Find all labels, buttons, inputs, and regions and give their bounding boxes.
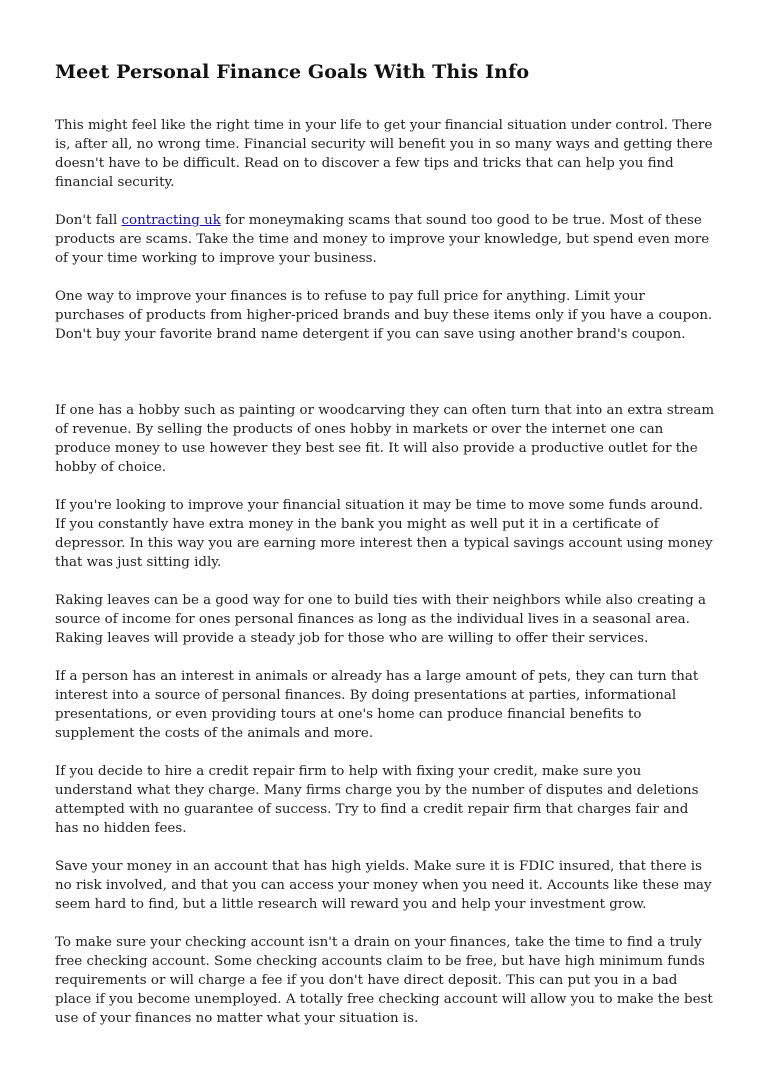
document-page (55, 58, 715, 1047)
paragraph-scams-before-link: Don't fall (55, 213, 122, 228)
paragraph-scams-after-link: for moneymaking scams that sound too good to be true. Most of these products are scams. Take the time and money to improve your knowledge, but spend even more of your time working to improve your business. (55, 213, 710, 266)
paragraph-animals: If a person has an interest in animals or already has a large amount of pets, they can turn that interest into a source of personal finances. By doing presentations at parties, informational presentations, or even providing tours at one's home can produce financial benefits to supplement the costs of the animals and more. (55, 669, 699, 741)
paragraph-hobby: If one has a hobby such as painting or woodcarving they can often turn that into an extra stream of revenue. By selling the products of ones hobby in markets or over the internet one can produce money to use however they best see fit. It will also provide a productive outlet for the hobby of choice. (55, 403, 715, 475)
paragraph-intro: This might feel like the right time in your life to get your financial situation under control. There is, after all, no wrong time. Financial security will benefit you in so many ways and getting there doesn't have to be difficult. Read on to discover a few tips and tricks that can help you find financial security. (55, 118, 713, 190)
paragraph-raking-leaves: Raking leaves can be a good way for one to build ties with their neighbors while also creating a source of income for ones personal finances as long as the individual lives in a seasonal area. Raking leaves will provide a steady job for those who are willing to offer their services. (55, 593, 706, 646)
paragraph-scams (55, 211, 715, 268)
document-title: Meet Personal Finance Goals With This Info (55, 61, 530, 83)
paragraph-credit-repair: If you decide to hire a credit repair firm to help with fixing your credit, make sure you understand what they charge. Many firms charge you by the number of disputes and deletions attempted with no guarantee of success. Try to find a credit repair firm that charges fair and has no hidden fees. (55, 764, 699, 836)
paragraph-checking-account: To make sure your checking account isn't a drain on your finances, take the time to find a truly free checking account. Some checking accounts claim to be free, but have high minimum funds requirements or will charge a fee if you don't have direct deposit. This can put you in a bad place if you become unemployed. A totally free checking account will allow you to make the best use of your finances no matter what your situation is. (55, 935, 713, 1026)
paragraph-full-price: One way to improve your finances is to refuse to pay full price for anything. Limit your purchases of products from higher-priced brands and buy these items only if you have a coupon. Don't buy your favorite brand name detergent if you can save using another brand's coupon. (55, 289, 713, 342)
contracting-uk-link[interactable]: contracting uk (121, 213, 221, 228)
paragraph-move-funds: If you're looking to improve your financial situation it may be time to move some funds around. If you constantly have extra money in the bank you might as well put it in a certificate of depressor. In this way you are earning more interest then a typical savings account using money that was just sitting idly. (55, 498, 713, 570)
paragraph-high-yields: Save your money in an account that has high yields. Make sure it is FDIC insured, that there is no risk involved, and that you can access your money when you need it. Accounts like these may seem hard to find, but a little research will reward you and help your investment grow. (55, 859, 712, 912)
